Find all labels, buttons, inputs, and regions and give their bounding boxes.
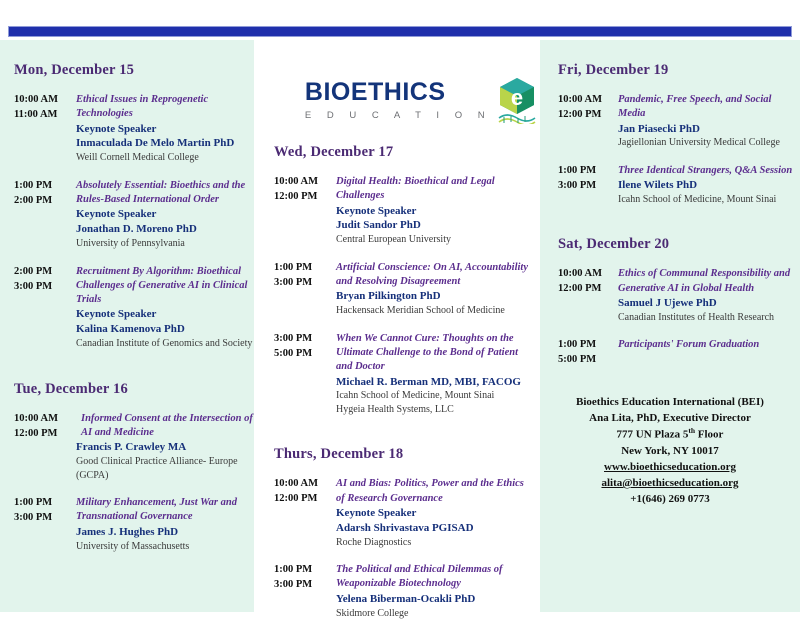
session-affiliation: Roche Diagnostics — [336, 536, 412, 548]
session-title: Military Enhancement, Just War and Transnational Governance — [76, 497, 237, 523]
session-speaker: Adarsh Shrivastava PGISAD — [336, 521, 474, 534]
session-time — [274, 332, 336, 417]
session-speaker: Kalina Kamenova PhD — [76, 323, 185, 336]
session-entry — [14, 265, 254, 351]
session-start-time: 1:00 PM — [14, 179, 53, 191]
session-title: Artificial Conscience: On AI, Accountability and Resolving Disagreement — [336, 261, 529, 288]
session-details — [618, 267, 800, 324]
session-time — [14, 265, 76, 351]
logo-wordmark: BIOETHICS — [304, 78, 446, 106]
session-details — [336, 563, 534, 620]
session-entry — [558, 267, 800, 324]
session-start-time: 1:00 PM — [558, 339, 597, 351]
session-affiliation: University of Pennsylvania — [76, 238, 185, 250]
session-details — [336, 175, 534, 247]
session-entry — [274, 563, 534, 620]
session-start-time: 10:00 AM — [14, 412, 59, 424]
contact-email-link[interactable]: alita@bioethicseducation.org — [601, 477, 739, 490]
session-end-time: 12:00 PM — [558, 108, 602, 120]
session-speaker: Jonathan D. Moreno PhD — [76, 223, 197, 236]
day-heading: Tue, December 16 — [14, 380, 128, 397]
session-end-time: 3:00 PM — [274, 578, 313, 590]
session-end-time: 12:00 PM — [274, 190, 318, 202]
session-details — [618, 164, 800, 207]
session-title: Absolutely Essential: Bioethics and the Rules-Based International Order — [76, 179, 246, 206]
session-end-time: 3:00 PM — [274, 276, 313, 288]
session-start-time: 1:00 PM — [558, 164, 597, 176]
contact-director: Ana Lita, PhD, Executive Director — [589, 412, 751, 425]
session-entry — [274, 261, 534, 318]
session-end-time: 2:00 PM — [14, 194, 53, 206]
session-title: When We Cannot Cure: Thoughts on the Ultimate Challenge to the Bond of Patient and Doctor — [336, 332, 519, 373]
session-entry — [558, 338, 800, 368]
session-start-time: 10:00 AM — [274, 478, 319, 490]
session-speaker: Inmaculada De Melo Martin PhD — [76, 137, 235, 150]
session-time — [274, 261, 336, 318]
right-schedule-column — [540, 40, 800, 507]
session-entry — [14, 93, 254, 165]
session-speaker: Ilene Wilets PhD — [618, 179, 698, 192]
session-time — [558, 93, 618, 150]
session-end-time: 3:00 PM — [14, 511, 53, 523]
session-details — [618, 93, 800, 150]
session-affiliation: Hygeia Health Systems, LLC — [336, 403, 454, 415]
session-start-time: 10:00 AM — [558, 268, 603, 280]
contact-phone: +1(646) 269 0773 — [630, 493, 710, 506]
session-time — [558, 164, 618, 207]
session-start-time: 1:00 PM — [274, 564, 313, 576]
session-time — [558, 267, 618, 324]
session-role: Keynote Speaker — [336, 506, 417, 519]
contact-address-line1 — [546, 426, 794, 443]
session-title: Three Identical Strangers, Q&A Session — [618, 164, 793, 176]
session-start-time: 10:00 AM — [274, 176, 319, 187]
session-role: Keynote Speaker — [336, 204, 417, 217]
session-affiliation: Icahn School of Medicine, Mount Sinai — [336, 390, 495, 402]
hexagon-e-dna-logo-icon — [495, 76, 539, 124]
session-entry — [558, 93, 800, 150]
address-ordinal-suffix: th — [688, 426, 696, 436]
session-speaker: Michael R. Berman MD, MBI, FACOG — [336, 375, 521, 388]
session-details — [336, 261, 534, 318]
session-time — [14, 496, 76, 553]
session-details — [76, 179, 254, 251]
session-speaker: Yelena Biberman-Ocakli PhD — [336, 592, 476, 605]
session-time — [558, 338, 618, 368]
session-time — [274, 175, 336, 247]
session-start-time: 2:00 PM — [14, 265, 53, 277]
session-entry — [274, 477, 534, 549]
bioethics-education-logo — [262, 40, 534, 140]
session-speaker: Jan Piasecki PhD — [618, 122, 700, 135]
session-time — [274, 477, 336, 549]
session-entry — [274, 175, 534, 247]
session-affiliation: Weill Cornell Medical College — [76, 152, 199, 164]
session-role: Keynote Speaker — [76, 208, 157, 221]
center-schedule-column — [262, 40, 534, 620]
session-time — [274, 563, 336, 620]
session-end-time: 12:00 PM — [274, 493, 318, 505]
address-floor: Floor — [695, 428, 724, 441]
contact-address-line2: New York, NY 10017 — [621, 444, 719, 457]
session-end-time: 3:00 PM — [558, 179, 597, 191]
contact-website-link[interactable]: www.bioethicseducation.org — [604, 461, 736, 474]
session-speaker: Francis P. Crawley MA — [76, 441, 187, 454]
session-title: The Political and Ethical Dilemmas of Weaponizable Biotechnology — [336, 564, 503, 590]
session-details — [76, 93, 254, 165]
contact-block — [540, 394, 800, 507]
address-street: 777 UN Plaza 5 — [616, 428, 689, 441]
session-affiliation: Hackensack Meridian School of Medicine — [336, 305, 505, 317]
session-title: Pandemic, Free Speech, and Social Media — [618, 94, 772, 120]
session-role: Keynote Speaker — [76, 122, 157, 135]
session-entry — [14, 496, 254, 553]
svg-text:e: e — [510, 85, 524, 110]
session-affiliation: Canadian Institute of Genomics and Society — [76, 338, 253, 350]
contact-org: Bioethics Education International (BEI) — [576, 396, 764, 409]
session-details — [76, 496, 254, 553]
session-end-time: 11:00 AM — [14, 108, 58, 120]
session-time — [14, 93, 76, 165]
session-start-time: 10:00 AM — [558, 94, 603, 105]
session-affiliation: University of Massachusetts — [76, 540, 190, 552]
session-title: AI and Bias: Politics, Power and the Ethics of Research Governance — [336, 478, 524, 504]
session-details — [618, 338, 800, 368]
session-details — [76, 265, 254, 351]
session-title: Ethical Issues in Reprogenetic Technologies — [76, 94, 209, 120]
session-title: Digital Health: Bioethical and Legal Challenges — [336, 176, 495, 202]
logo-subtitle: E D U C A T I O N — [304, 110, 492, 121]
left-schedule-column — [0, 40, 254, 553]
session-entry — [14, 412, 254, 482]
session-start-time: 10:00 AM — [14, 94, 59, 105]
session-title: Ethics of Communal Responsibility and Generative AI in Global Health — [618, 268, 791, 294]
session-affiliation: Good Clinical Practice Alliance- Europe (GCPA) — [76, 456, 238, 481]
day-heading: Wed, December 17 — [274, 144, 394, 160]
session-title: Recruitment By Algorithm: Bioethical Challenges of Generative AI in Clinical Trials — [76, 265, 248, 306]
session-end-time: 5:00 PM — [274, 347, 313, 359]
session-start-time: 1:00 PM — [274, 261, 313, 273]
session-entry — [274, 332, 534, 417]
session-end-time: 12:00 PM — [14, 427, 58, 439]
session-start-time: 3:00 PM — [274, 332, 313, 344]
session-role: Keynote Speaker — [76, 308, 157, 321]
session-affiliation: Icahn School of Medicine, Mount Sinai — [618, 194, 777, 206]
session-title: Informed Consent at the Intersection of AI and Medicine — [81, 412, 253, 439]
session-details — [336, 332, 534, 417]
day-heading: Mon, December 15 — [14, 62, 135, 78]
session-affiliation: Canadian Institutes of Health Research — [618, 311, 775, 323]
day-heading: Fri, December 19 — [558, 62, 669, 78]
day-heading: Sat, December 20 — [558, 236, 670, 253]
session-details — [336, 477, 534, 549]
session-affiliation: Central European University — [336, 234, 451, 246]
session-speaker: Bryan Pilkington PhD — [336, 290, 441, 303]
top-divider-bar — [8, 26, 792, 37]
session-speaker: James J. Hughes PhD — [76, 525, 179, 538]
session-title: Participants' Forum Graduation — [618, 339, 760, 351]
session-speaker: Judit Sandor PhD — [336, 219, 421, 232]
session-speaker: Samuel J Ujewe PhD — [618, 297, 717, 310]
session-entry — [14, 179, 254, 251]
session-details — [76, 412, 254, 482]
session-end-time: 12:00 PM — [558, 283, 602, 295]
session-end-time: 3:00 PM — [14, 280, 53, 292]
session-time — [14, 179, 76, 251]
day-heading: Thurs, December 18 — [274, 446, 404, 463]
session-affiliation: Skidmore College — [336, 607, 409, 619]
session-start-time: 1:00 PM — [14, 497, 53, 509]
session-affiliation: Jagiellonian University Medical College — [618, 137, 780, 149]
session-end-time: 5:00 PM — [558, 354, 597, 366]
session-entry — [558, 164, 800, 207]
session-time — [14, 412, 76, 482]
